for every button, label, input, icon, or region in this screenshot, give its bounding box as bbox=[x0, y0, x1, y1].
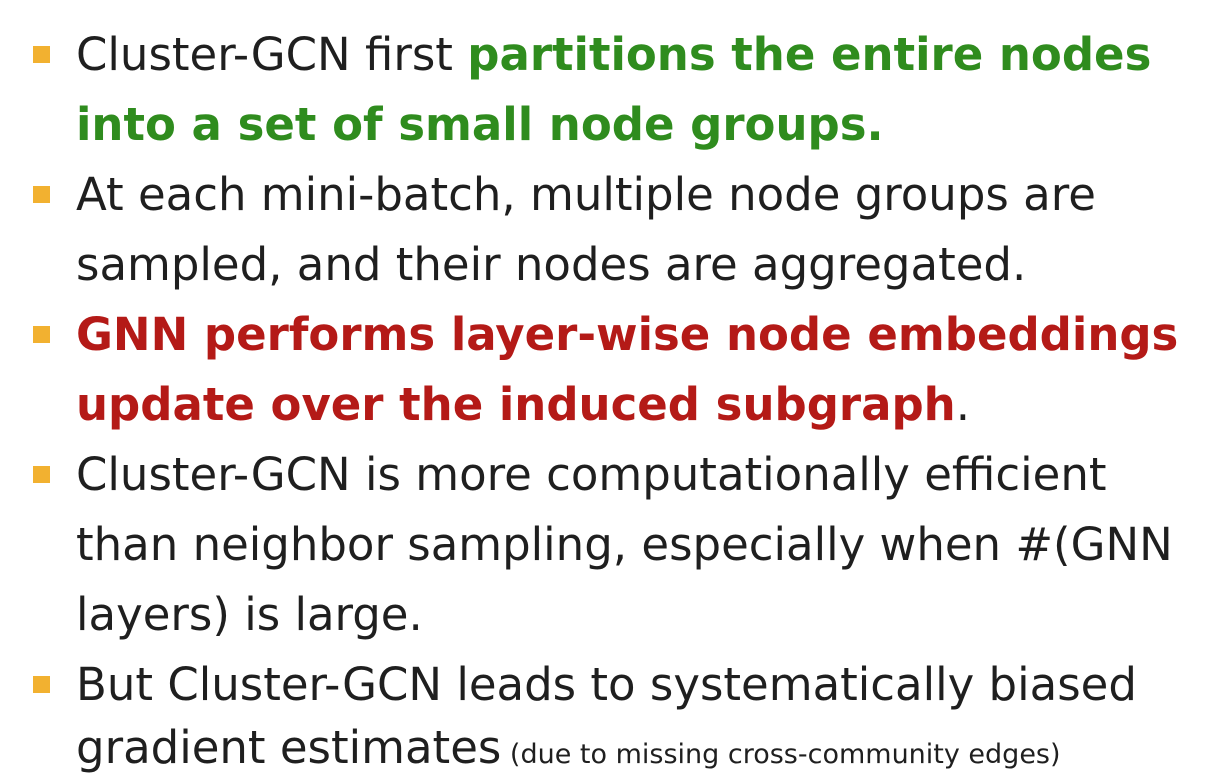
bullet-2-line-1 bbox=[76, 160, 1096, 230]
bullet-2-text: At each mini-batch, multiple node groups are bbox=[76, 168, 1096, 221]
bullet-5-line-1 bbox=[76, 650, 1137, 720]
bullet-marker-5 bbox=[33, 676, 50, 693]
bullet-5-line-2 bbox=[76, 713, 1061, 783]
bullet-1-line-2 bbox=[76, 90, 884, 160]
bullet-4-line-3 bbox=[76, 580, 423, 650]
bullet-marker-2 bbox=[33, 186, 50, 203]
bullet-1-highlight: partitions the entire nodes bbox=[467, 28, 1152, 81]
bullet-4-line-2 bbox=[76, 510, 1173, 580]
bullet-4-text-end: layers) is large. bbox=[76, 588, 423, 641]
bullet-marker-3 bbox=[33, 326, 50, 343]
bullet-3-period: . bbox=[955, 378, 971, 431]
bullet-4-text-cont: than neighbor sampling, especially when #(GNN bbox=[76, 518, 1173, 571]
bullet-marker-1 bbox=[33, 46, 50, 63]
bullet-1-text: Cluster-GCN first bbox=[76, 28, 468, 81]
bullet-5-text: But Cluster-GCN leads to systematically biased bbox=[76, 658, 1137, 711]
bullet-3-line-1 bbox=[76, 300, 1178, 370]
bullet-5-text-cont: gradient estimates bbox=[76, 721, 502, 774]
bullet-1-line-1 bbox=[76, 20, 1151, 90]
bullet-3-highlight-cont: update over the induced subgraph bbox=[76, 378, 956, 431]
bullet-5-parenthetical: (due to missing cross-community edges) bbox=[501, 739, 1061, 770]
bullet-3-line-2 bbox=[76, 370, 970, 440]
bullet-4-line-1 bbox=[76, 440, 1107, 510]
bullet-4-text: Cluster-GCN is more computationally efficient bbox=[76, 448, 1107, 501]
bullet-3-highlight: GNN performs layer-wise node embeddings bbox=[76, 308, 1179, 361]
bullet-1-highlight-cont: into a set of small node groups. bbox=[76, 98, 884, 151]
bullet-2-text-cont: sampled, and their nodes are aggregated. bbox=[76, 238, 1027, 291]
bullet-marker-4 bbox=[33, 466, 50, 483]
bullet-2-line-2 bbox=[76, 230, 1026, 300]
